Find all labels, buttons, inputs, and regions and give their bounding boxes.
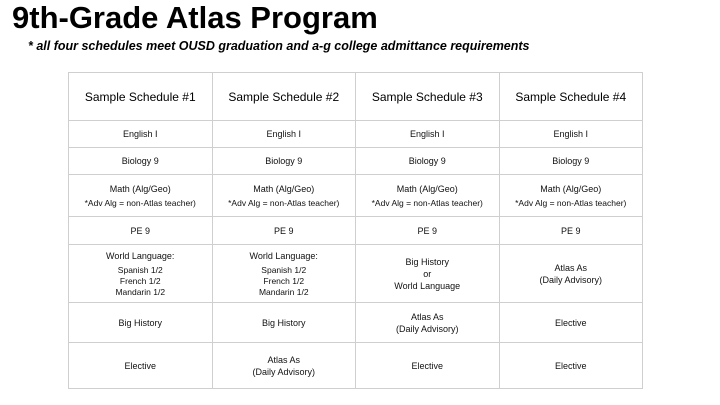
cell-elective: Elective <box>499 343 643 389</box>
cell-line: Big History <box>405 256 449 267</box>
cell-line: Atlas As <box>410 311 444 322</box>
cell-heading: World Language: <box>106 250 175 261</box>
cell-atlas-advisory <box>499 245 643 303</box>
cell-big-history-or-language <box>356 245 500 303</box>
cell-english: English I <box>356 121 500 148</box>
cell-line: Mandarin 1/2 <box>115 286 166 297</box>
cell-big-history: Big History <box>212 303 356 343</box>
table-row <box>69 175 643 217</box>
cell-atlas-advisory <box>356 303 500 343</box>
cell-biology: Biology 9 <box>499 148 643 175</box>
table-row <box>69 217 643 245</box>
cell-math <box>212 175 356 217</box>
math-note: *Adv Alg = non-Atlas teacher) <box>84 197 196 208</box>
cell-line: (Daily Advisory) <box>395 323 459 334</box>
cell-elective: Elective <box>69 343 213 389</box>
cell-line: World Language <box>394 280 461 291</box>
table-row <box>69 343 643 389</box>
cell-heading: World Language: <box>249 250 318 261</box>
cell-pe: PE 9 <box>212 217 356 245</box>
math-note: *Adv Alg = non-Atlas teacher) <box>228 197 340 208</box>
cell-biology: Biology 9 <box>356 148 500 175</box>
cell-math <box>356 175 500 217</box>
table-row <box>69 303 643 343</box>
cell-line: (Daily Advisory) <box>539 274 602 285</box>
cell-line: (Daily Advisory) <box>252 366 315 377</box>
cell-elective: Elective <box>356 343 500 389</box>
schedule-table <box>68 72 643 389</box>
cell-line: Mandarin 1/2 <box>258 286 309 297</box>
cell-english: English I <box>212 121 356 148</box>
cell-pe: PE 9 <box>69 217 213 245</box>
math-course: Math (Alg/Geo) <box>253 183 315 194</box>
cell-biology: Biology 9 <box>69 148 213 175</box>
math-course: Math (Alg/Geo) <box>540 183 602 194</box>
table-row <box>69 148 643 175</box>
cell-world-language <box>69 245 213 303</box>
header-row <box>69 73 643 121</box>
cell-pe: PE 9 <box>356 217 500 245</box>
table-row <box>69 245 643 303</box>
page-subtitle: * all four schedules meet OUSD graduation and a-g college admittance requirements <box>28 39 530 53</box>
header-schedule-4: Sample Schedule #4 <box>499 73 643 121</box>
cell-line: Spanish 1/2 <box>261 264 307 275</box>
cell-english: English I <box>69 121 213 148</box>
cell-english: English I <box>499 121 643 148</box>
cell-world-language <box>212 245 356 303</box>
header-schedule-2: Sample Schedule #2 <box>212 73 356 121</box>
cell-atlas-advisory <box>212 343 356 389</box>
cell-line: Spanish 1/2 <box>117 264 163 275</box>
cell-line: French 1/2 <box>263 275 305 286</box>
cell-line: French 1/2 <box>119 275 161 286</box>
math-course: Math (Alg/Geo) <box>396 183 458 194</box>
header-schedule-3: Sample Schedule #3 <box>356 73 500 121</box>
cell-elective: Elective <box>499 303 643 343</box>
cell-big-history: Big History <box>69 303 213 343</box>
cell-biology: Biology 9 <box>212 148 356 175</box>
cell-line: Atlas As <box>554 262 587 273</box>
math-note: *Adv Alg = non-Atlas teacher) <box>371 197 483 208</box>
header-schedule-1: Sample Schedule #1 <box>69 73 213 121</box>
cell-line: or <box>423 268 432 279</box>
math-note: *Adv Alg = non-Atlas teacher) <box>515 197 627 208</box>
cell-math <box>69 175 213 217</box>
cell-line: Atlas As <box>267 354 300 365</box>
page-title: 9th-Grade Atlas Program <box>12 0 378 35</box>
cell-math <box>499 175 643 217</box>
cell-pe: PE 9 <box>499 217 643 245</box>
math-course: Math (Alg/Geo) <box>109 183 171 194</box>
table-row <box>69 121 643 148</box>
